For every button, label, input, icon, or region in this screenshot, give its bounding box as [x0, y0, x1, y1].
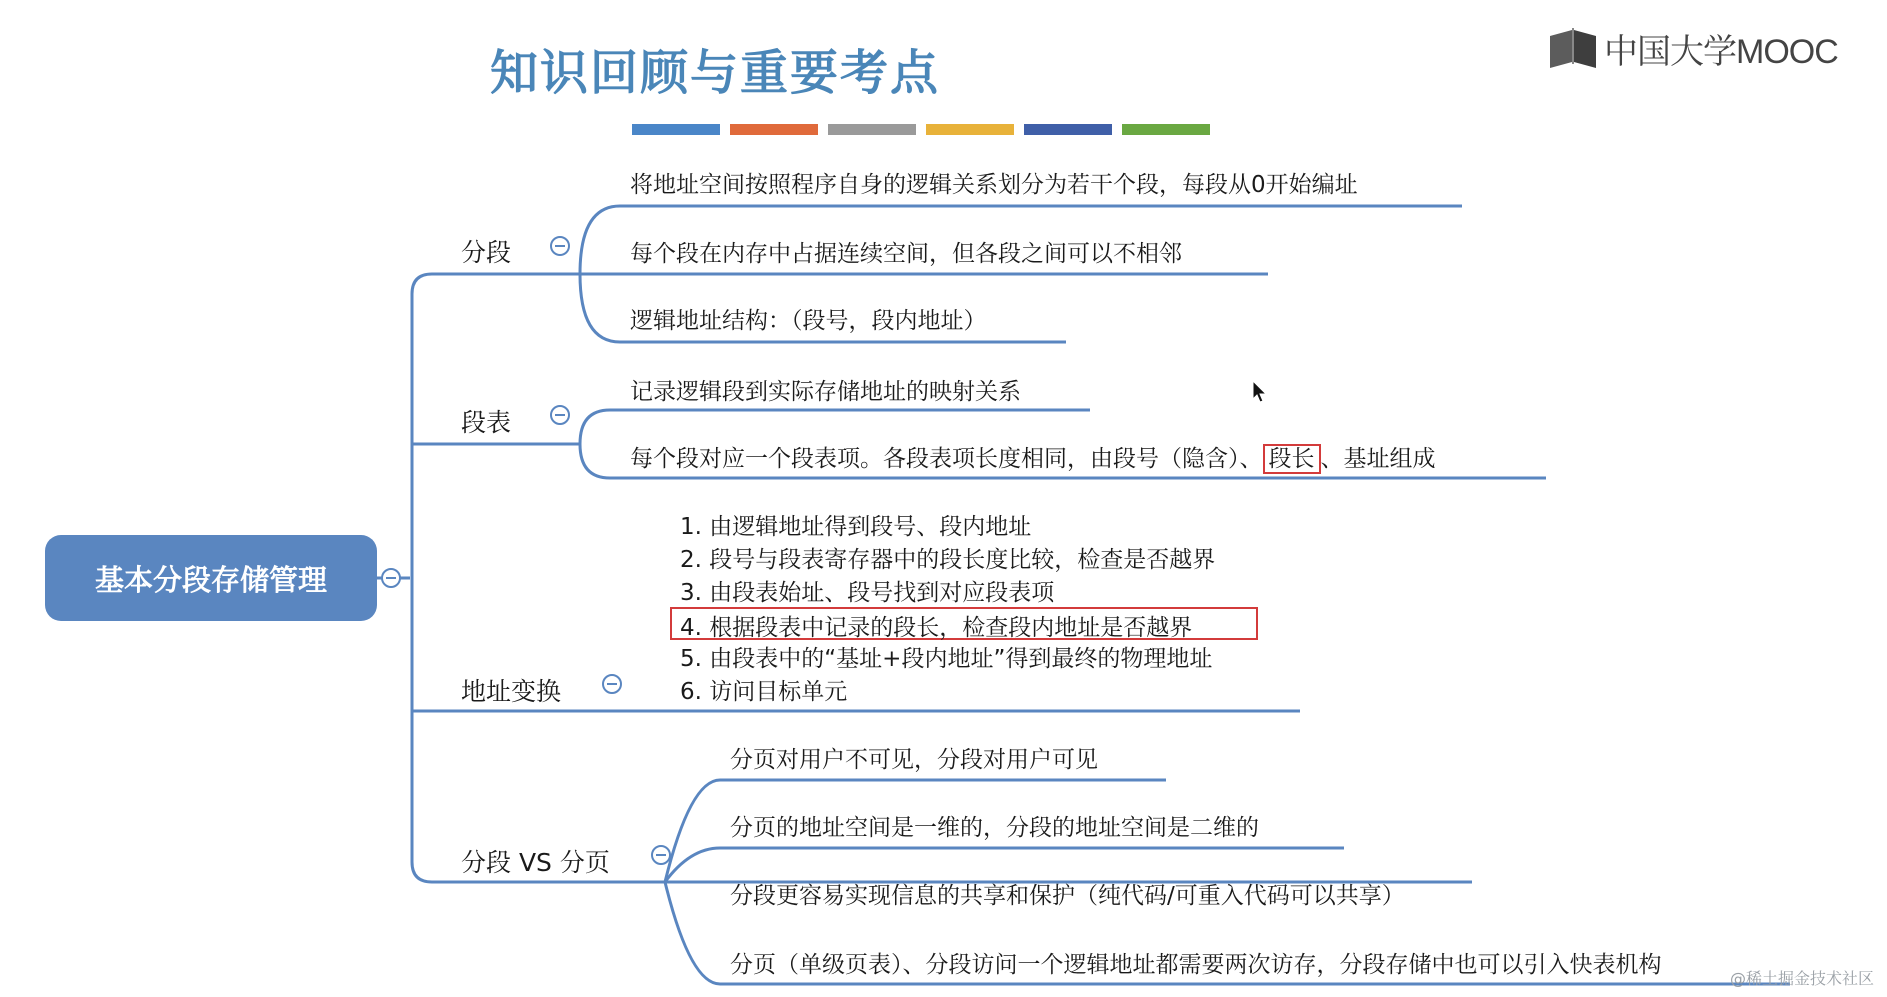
duanbiao-leaf-2-before: 每个段对应一个段表项。各段表项长度相同，由段号（隐含）、 — [630, 446, 1263, 472]
duanbiao-leaf-2[interactable] — [630, 440, 1436, 473]
mooc-logo — [1548, 24, 1838, 73]
mooc-book-icon — [1548, 28, 1598, 70]
fenduan-leaf-1[interactable]: 将地址空间按照程序自身的逻辑关系划分为若干个段，每段从0开始编址 — [630, 172, 1358, 198]
duanbiao-leaf-1[interactable]: 记录逻辑段到实际存储地址的映射关系 — [630, 379, 1021, 405]
vs-leaf-3[interactable]: 分段更容易实现信息的共享和保护（纯代码/可重入代码可以共享） — [730, 883, 1405, 909]
color-strip-bar — [1024, 124, 1112, 135]
dizhi-steps — [680, 508, 1258, 706]
color-strip-bar — [1122, 124, 1210, 135]
color-strip-bar — [828, 124, 916, 135]
step-5[interactable]: 5. 由段表中的“基址+段内地址”得到最终的物理地址 — [680, 646, 1213, 672]
color-strip-bar — [632, 124, 720, 135]
branch-label-vs[interactable]: 分段 VS 分页 — [461, 848, 610, 877]
vs-leaf-1[interactable]: 分页对用户不可见，分段对用户可见 — [730, 747, 1098, 773]
branch-label-duanbiao[interactable]: 段表 — [461, 408, 512, 437]
duanbiao-collapse-button[interactable] — [550, 405, 570, 425]
step-1[interactable]: 1. 由逻辑地址得到段号、段内地址 — [680, 514, 1032, 540]
root-label: 基本分段存储管理 — [94, 562, 327, 597]
branch-label-fenduan[interactable]: 分段 — [461, 238, 512, 267]
segment-length-highlight: 段长 — [1263, 444, 1321, 474]
page-title: 知识回顾与重要考点 — [489, 45, 940, 101]
color-strip — [632, 124, 1210, 135]
watermark-text: @稀土掘金技术社区 — [1730, 969, 1875, 988]
duanbiao-leaf-2-after: 、基址组成 — [1320, 446, 1436, 472]
mouse-cursor-icon — [1252, 380, 1268, 404]
step-3[interactable]: 3. 由段表始址、段号找到对应段表项 — [680, 580, 1055, 606]
color-strip-bar — [730, 124, 818, 135]
dizhi-collapse-button[interactable] — [602, 674, 622, 694]
step-6[interactable]: 6. 访问目标单元 — [680, 679, 848, 705]
fenduan-collapse-button[interactable] — [550, 236, 570, 256]
root-node[interactable] — [45, 535, 377, 621]
vs-leaf-4[interactable]: 分页（单级页表）、分段访问一个逻辑地址都需要两次访存，分段存储中也可以引入快表机构 — [730, 952, 1662, 978]
fenduan-leaf-3[interactable]: 逻辑地址结构：（段号，段内地址） — [630, 308, 987, 334]
duanbiao-curve-1 — [580, 410, 1090, 444]
step-2[interactable]: 2. 段号与段表寄存器中的段长度比较，检查是否越界 — [680, 547, 1216, 573]
color-strip-bar — [926, 124, 1014, 135]
root-collapse-button[interactable] — [381, 568, 401, 588]
logo-text: 中国大学MOOC — [1604, 33, 1838, 71]
branch-label-dizhi[interactable]: 地址变换 — [461, 677, 562, 706]
fenduan-leaf-2[interactable]: 每个段在内存中占据连续空间，但各段之间可以不相邻 — [630, 241, 1182, 267]
vs-collapse-button[interactable] — [651, 845, 671, 865]
step-4-highlighted[interactable]: 4. 根据段表中记录的段长，检查段内地址是否越界 — [670, 607, 1258, 640]
vs-leaf-2[interactable]: 分页的地址空间是一维的，分段的地址空间是二维的 — [730, 815, 1259, 841]
trunk-line — [412, 274, 432, 882]
